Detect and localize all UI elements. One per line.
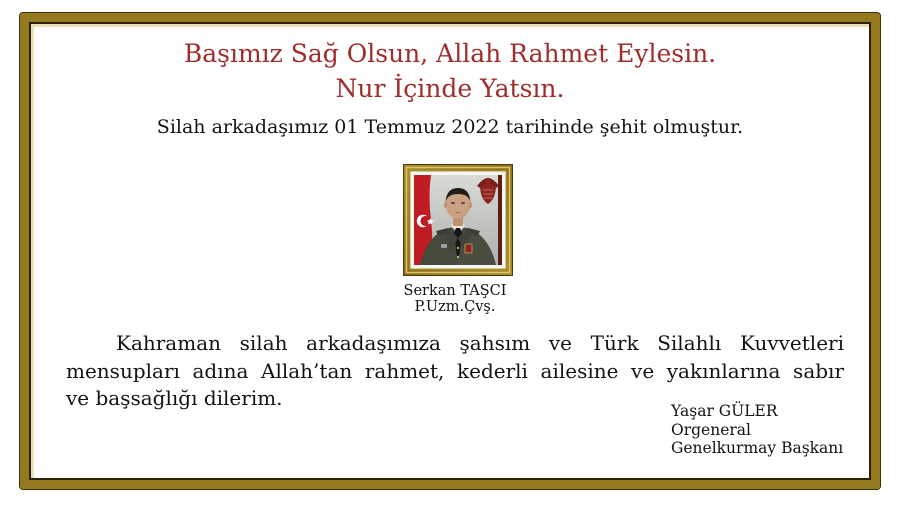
chest-badge	[441, 244, 447, 248]
martyr-caption	[30, 283, 880, 315]
memorial-title-line1: Başımız Sağ Olsun, Allah Rahmet Eylesin.	[183, 39, 717, 68]
signature-block	[671, 402, 843, 458]
martyrdom-announcement: Silah arkadaşımız 01 Temmuz 2022 tarihinde şehit olmuştur.	[156, 116, 744, 138]
martyr-rank: P.Uzm.Çvş.	[414, 299, 496, 315]
soldier-portrait-photo	[403, 164, 513, 276]
condolence-line: Kahraman silah arkadaşımıza şahsım ve Türk Silahlı Kuvvetleri	[116, 331, 844, 355]
memorial-title-line2: Nur İçinde Yatsın.	[335, 74, 565, 103]
right-banner-strip	[498, 175, 502, 265]
martyr-name: Serkan TAŞCI	[403, 283, 507, 299]
chest-medal	[465, 244, 472, 253]
condolence-line: ve başsağlığı dilerim.	[66, 386, 283, 410]
signer-name: Yaşar GÜLER	[671, 402, 778, 420]
signer-title: Genelkurmay Başkanı	[671, 439, 844, 457]
condolence-line: mensupları adına Allah’tan rahmet, kederli ailesine ve yakınlarına sabır	[66, 358, 844, 383]
condolence-message	[66, 330, 844, 413]
memorial-title	[30, 36, 870, 106]
soldier-portrait-graphic	[403, 164, 513, 276]
signer-rank: Orgeneral	[671, 420, 751, 439]
